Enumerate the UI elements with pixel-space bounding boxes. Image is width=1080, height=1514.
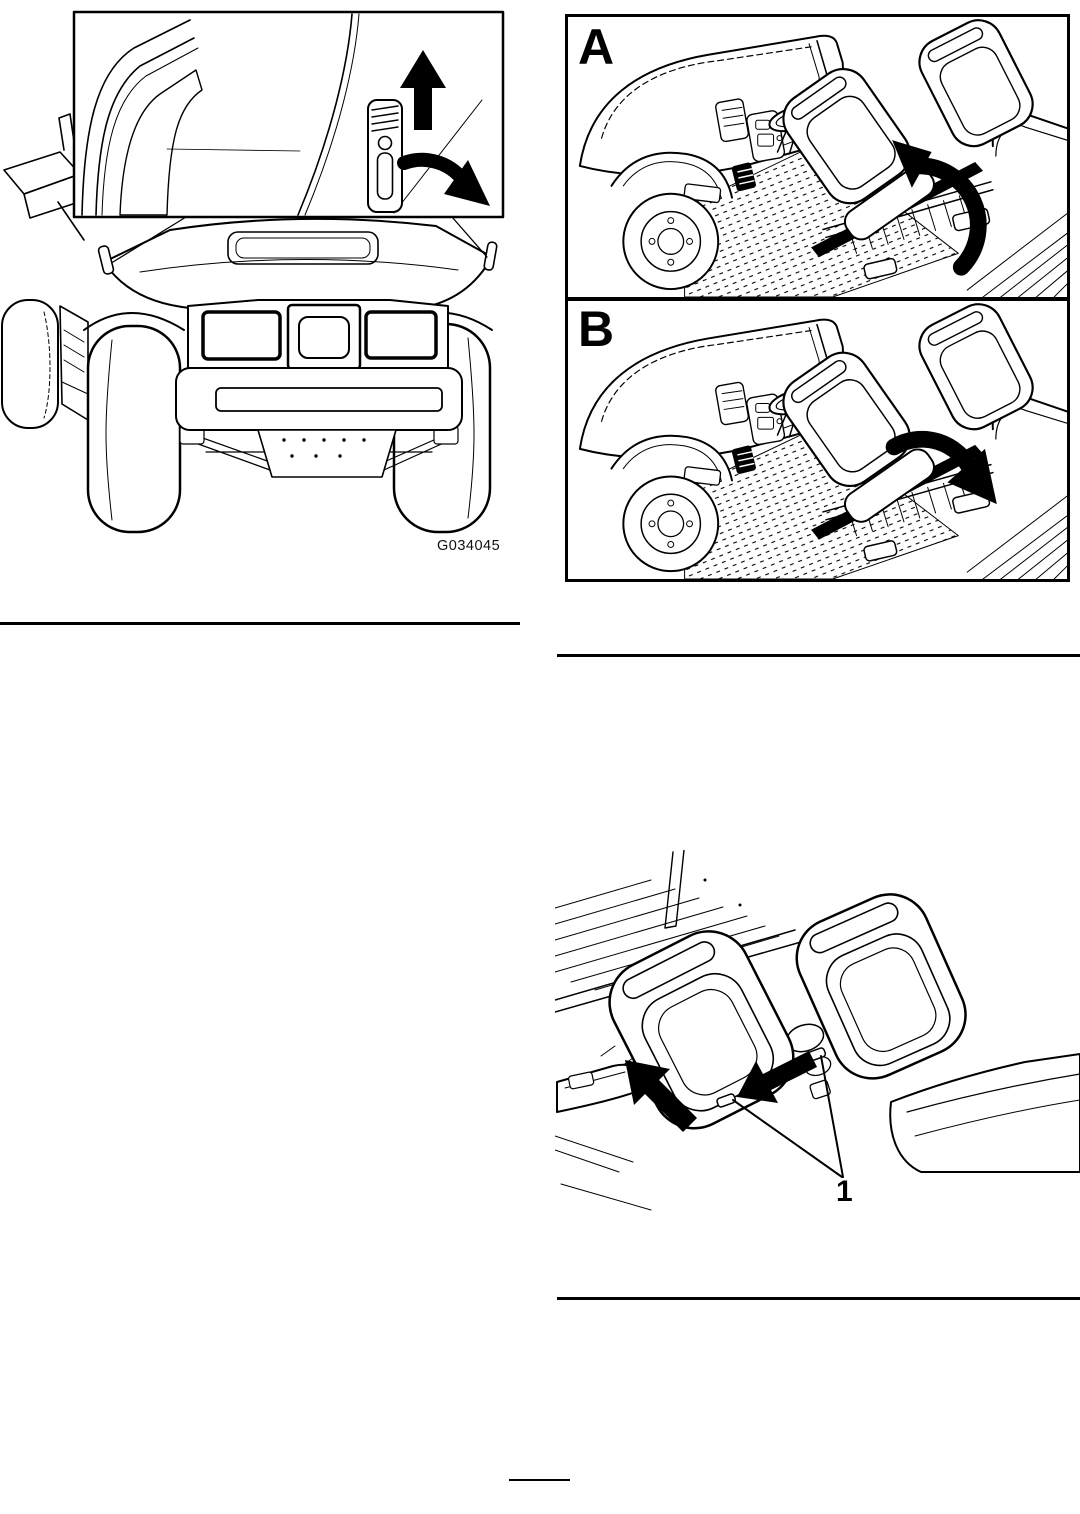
figure-seat-tilt-box (565, 14, 1070, 582)
vehicle-front-drawing (0, 0, 515, 560)
seat-release-drawing (555, 850, 1080, 1220)
right-column-rule-top (557, 654, 1080, 657)
panel-b-label: B (578, 301, 615, 357)
right-column-rule-bottom (557, 1297, 1080, 1300)
seat-tilt-drawing-b (568, 301, 1067, 579)
leader-lines (113, 217, 487, 262)
page-footer-rule (509, 1479, 570, 1481)
callout-1-label: 1 (836, 1175, 853, 1208)
latch-handle (368, 100, 402, 212)
panel-a-label: A (578, 19, 615, 75)
panel-a (568, 17, 1067, 297)
panel-b (568, 301, 1067, 579)
far-seat (911, 17, 1041, 154)
figure-seat-release (555, 850, 1080, 1220)
figure-front-latch (0, 0, 515, 560)
left-column-rule (0, 622, 520, 625)
figure-caption: G034045 (437, 538, 501, 554)
inset-detail-box (74, 12, 503, 217)
seat-tilt-drawing-a (568, 17, 1067, 297)
far-seat (911, 301, 1041, 437)
